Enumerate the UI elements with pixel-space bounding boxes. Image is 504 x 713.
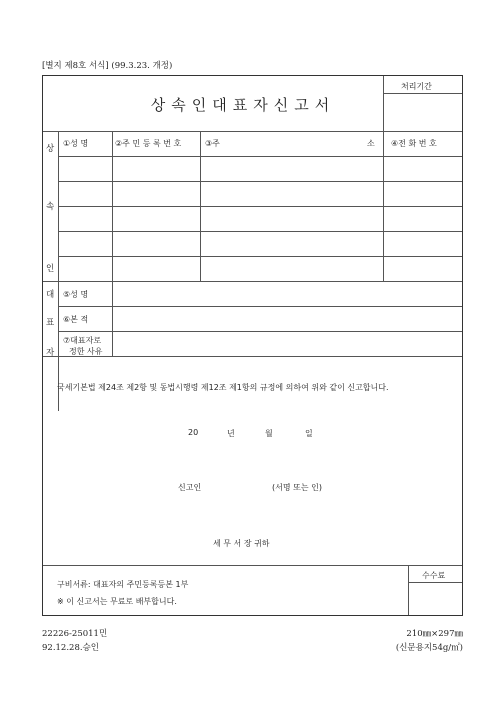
heir-row-line-3 xyxy=(58,206,462,207)
side-rep-1: 대 xyxy=(46,290,55,300)
docs-required-text: 구비서류: 대표자의 주민등록등본 1부 xyxy=(57,580,189,589)
paper-spec: 210㎜×297㎜ (신문용지54g/㎡) xyxy=(395,629,463,653)
side-heir-3: 인 xyxy=(46,264,55,274)
fee-divider xyxy=(408,565,409,615)
form-label: [별지 제8호 서식] (99.3.23. 개정) xyxy=(42,61,173,71)
heir-row-line-4 xyxy=(58,231,462,232)
rep-reason-label-1: ⑦대표자로 xyxy=(63,336,102,345)
reporter-label: 신고인 xyxy=(178,483,202,492)
rep-reason-label-2: 정한 사유 xyxy=(69,347,103,356)
side-rep-2: 표 xyxy=(46,318,55,328)
rep-row-line-2 xyxy=(58,331,462,332)
side-divider xyxy=(58,131,59,411)
rep-bottom-line xyxy=(43,356,462,357)
processing-divider xyxy=(383,76,384,131)
fee-label: 수수료 xyxy=(422,571,446,580)
rep-label-divider xyxy=(112,281,113,356)
signature-label: (서명 또는 인) xyxy=(272,483,322,492)
side-rep-3: 자 xyxy=(46,348,55,358)
side-heir-2: 속 xyxy=(46,202,55,212)
heir-top-line xyxy=(43,131,462,132)
col-rrn: ②주 민 등 록 번 호 xyxy=(115,139,182,148)
date-day-unit: 일 xyxy=(305,429,313,438)
addressee-text: 세 무 서 장 귀하 xyxy=(213,539,270,548)
notice-text: ※ 이 신고서는 무료로 배부합니다. xyxy=(57,597,177,606)
rep-origin-label: ⑥본 적 xyxy=(63,315,89,324)
processing-header-line xyxy=(383,93,462,94)
col-address-end: 소 xyxy=(367,139,375,148)
date-year: 20 xyxy=(188,428,199,437)
heir-row-line-2 xyxy=(58,181,462,182)
heir-row-line-1 xyxy=(58,156,462,157)
heir-row-line-5 xyxy=(58,256,462,257)
col-phone: ④전 화 번 호 xyxy=(391,139,437,148)
form-code: 22226-25011민 92.12.28.승인 xyxy=(42,629,108,653)
col-address: ③주 xyxy=(205,139,220,148)
col-name: ①성 명 xyxy=(63,139,89,148)
fee-header-line xyxy=(408,582,462,583)
date-month-unit: 월 xyxy=(265,429,273,438)
rep-row-line-1 xyxy=(58,306,462,307)
form-title: 상속인대표자신고서 xyxy=(150,96,336,114)
rep-top-line xyxy=(43,281,462,282)
report-form xyxy=(42,75,463,616)
statement-text: 국세기본법 제24조 제2항 및 동법시행령 제12조 제1항의 규정에 의하여 위와 같이 신고합니다. xyxy=(57,383,389,392)
date-year-unit: 년 xyxy=(227,429,235,438)
processing-period-label: 처리기간 xyxy=(401,82,432,91)
rep-name-label: ⑤성 명 xyxy=(63,290,89,299)
bottom-section-line xyxy=(43,565,462,566)
side-heir-1: 상 xyxy=(46,144,55,154)
